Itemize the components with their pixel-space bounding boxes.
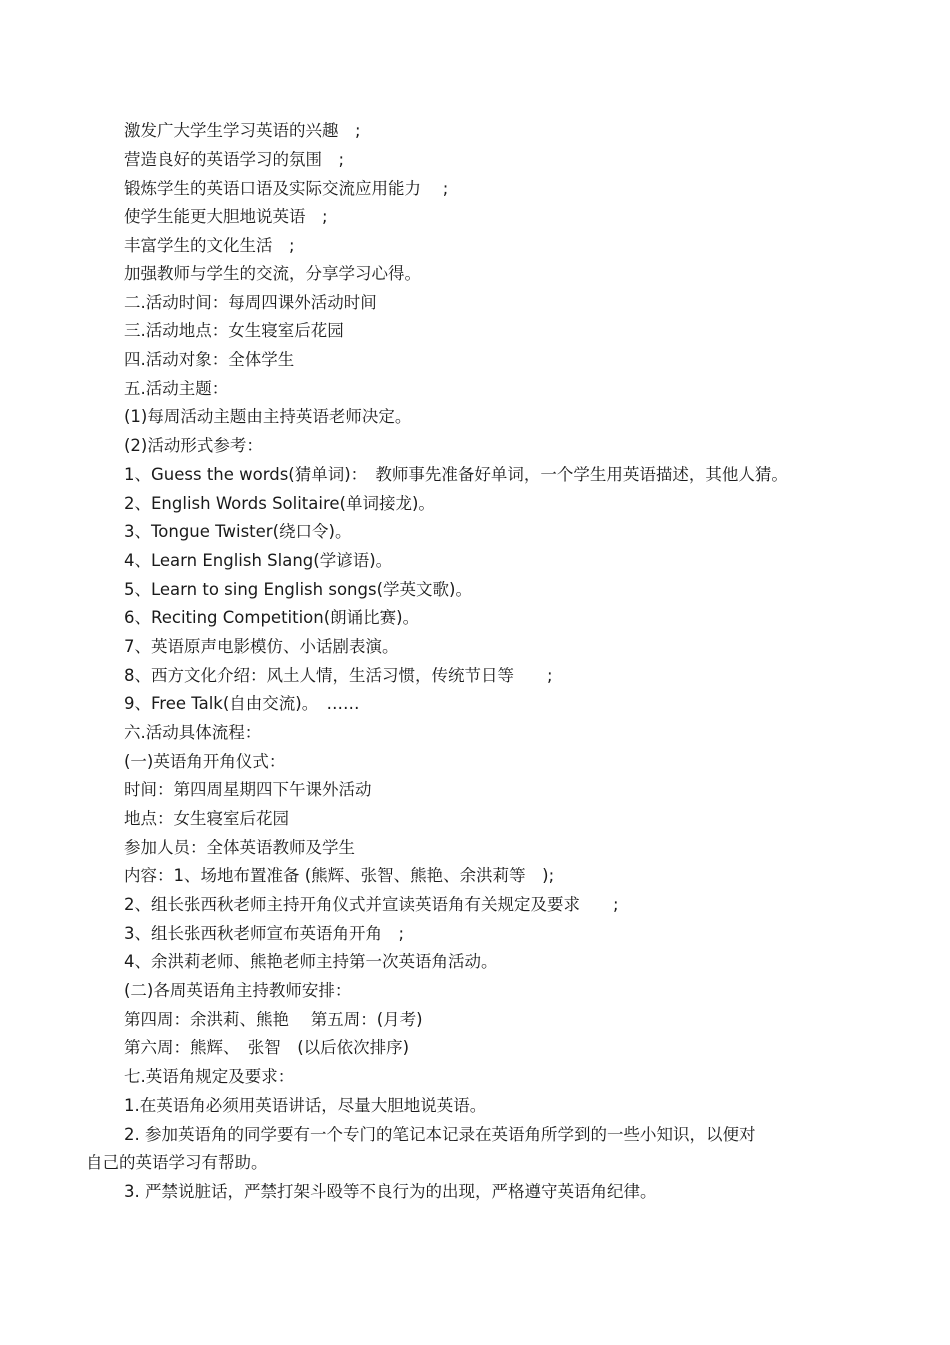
- text-line: 加强教师与学生的交流，分享学习心得。: [124, 264, 421, 283]
- text-line: 2、组长张西秋老师主持开角仪式并宣读英语角有关规定及要求 ;: [124, 895, 619, 914]
- text-line: 1.在英语角必须用英语讲话，尽量大胆地说英语。: [124, 1096, 487, 1115]
- text-line: 第四周：余洪莉、熊艳 第五周：(月考): [124, 1010, 423, 1029]
- list-item: 9、Free Talk(自由交流)。 ……: [124, 694, 360, 713]
- text-line: (二)各周英语角主持教师安排：: [124, 981, 352, 1000]
- text-line: 锻炼学生的英语口语及实际交流应用能力 ;: [124, 179, 449, 198]
- paragraph-line: 3. 严禁说脏话，严禁打架斗殴等不良行为的出现，严格遵守英语角纪律。: [124, 1182, 657, 1201]
- section-heading: 四.活动对象：全体学生: [124, 350, 295, 369]
- list-item: 5、Learn to sing English songs(学英文歌)。: [124, 580, 472, 599]
- list-item: 3、Tongue Twister(绕口令)。: [124, 522, 352, 541]
- paragraph-line: 2. 参加英语角的同学要有一个专门的笔记本记录在英语角所学到的一些小知识，以便对: [124, 1125, 756, 1144]
- text-line: 营造良好的英语学习的氛围 ;: [124, 150, 345, 169]
- list-item: 1、Guess the words(猜单词)： 教师事先准备好单词，一个学生用英语描述，其他人猜。: [124, 465, 788, 484]
- list-item: 2、English Words Solitaire(单词接龙)。: [124, 494, 435, 513]
- text-line: 内容：1、场地布置准备 (熊辉、张智、熊艳、余洪莉等 );: [124, 866, 555, 885]
- text-line: 时间：第四周星期四下午课外活动: [124, 780, 372, 799]
- text-line: 第六周：熊辉、 张智 (以后依次排序): [124, 1038, 410, 1057]
- text-line: 激发广大学生学习英语的兴趣 ;: [124, 121, 361, 140]
- text-line: 使学生能更大胆地说英语 ;: [124, 207, 328, 226]
- list-item: 8、西方文化介绍：风土人情，生活习惯，传统节日等 ;: [124, 666, 553, 685]
- paragraph-line: 自己的英语学习有帮助。: [86, 1153, 268, 1172]
- section-heading: 六.活动具体流程：: [124, 723, 262, 742]
- text-line: (1)每周活动主题由主持英语老师决定。: [124, 407, 412, 426]
- text-line: (2)活动形式参考：: [124, 436, 263, 455]
- text-line: 3、组长张西秋老师宣布英语角开角 ;: [124, 924, 405, 943]
- list-item: 4、Learn English Slang(学谚语)。: [124, 551, 393, 570]
- text-line: 4、余洪莉老师、熊艳老师主持第一次英语角活动。: [124, 952, 498, 971]
- section-heading: 二.活动时间：每周四课外活动时间: [124, 293, 377, 312]
- list-item: 6、Reciting Competition(朗诵比赛)。: [124, 608, 420, 627]
- text-line: 丰富学生的文化生活 ;: [124, 236, 295, 255]
- text-line: 参加人员：全体英语教师及学生: [124, 838, 355, 857]
- section-heading: 五.活动主题：: [124, 379, 229, 398]
- text-line: (一)英语角开角仪式：: [124, 752, 286, 771]
- section-heading: 三.活动地点：女生寝室后花园: [124, 321, 344, 340]
- text-line: 地点：女生寝室后花园: [124, 809, 289, 828]
- list-item: 7、英语原声电影模仿、小话剧表演。: [124, 637, 399, 656]
- section-heading: 七.英语角规定及要求：: [124, 1067, 295, 1086]
